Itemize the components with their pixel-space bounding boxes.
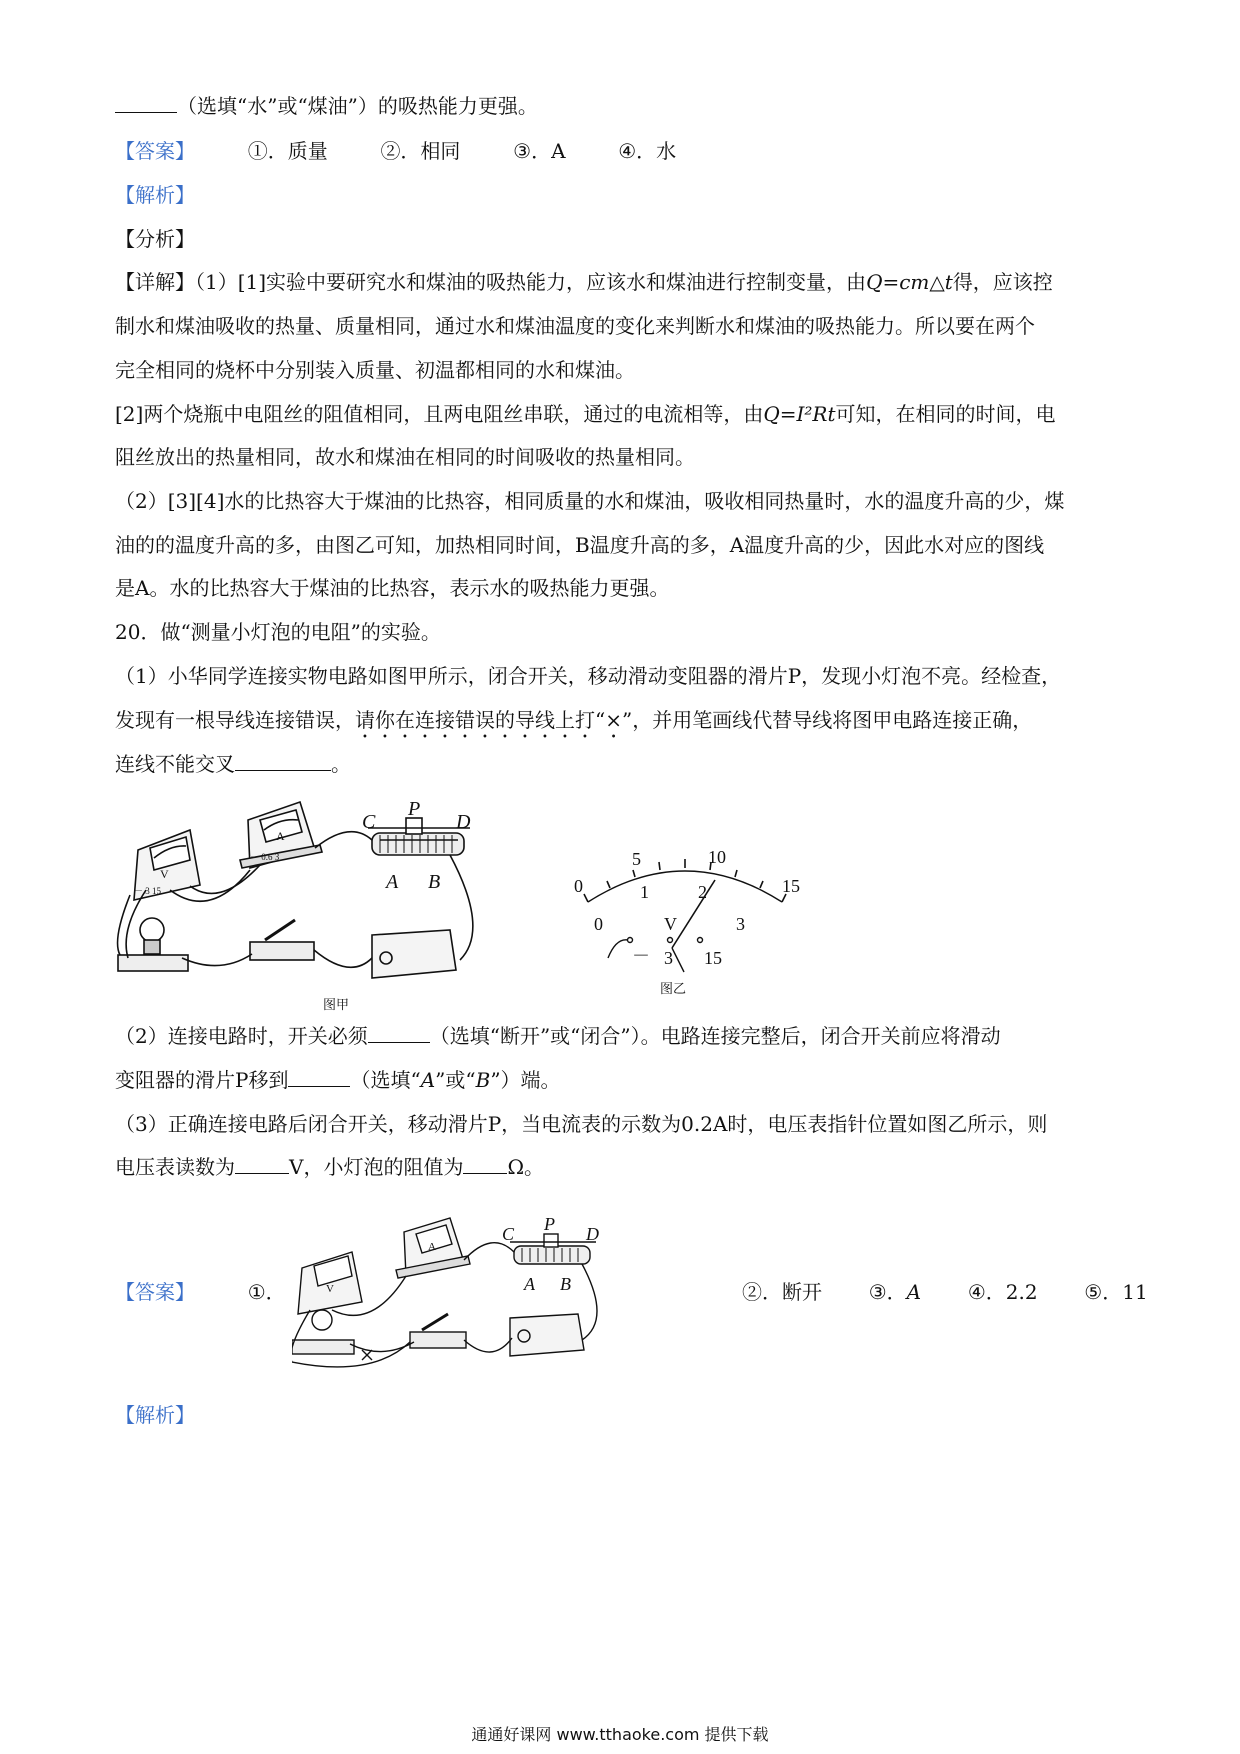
para-1c: 完全相同的烧杯中分别装入质量、初温都相同的水和煤油。 <box>115 358 635 382</box>
para-1a <box>115 270 1053 294</box>
text: ，并用笔画线代替导线将图甲电路连接正确， <box>632 708 1033 732</box>
answer-1 <box>115 139 676 163</box>
label-C: C <box>362 811 376 833</box>
q1-line-c <box>115 752 351 776</box>
text: （选填“水”或“煤油”）的吸热能力更强。 <box>177 94 538 118</box>
formula: Q=cm△t <box>866 270 953 294</box>
label-B: B <box>428 871 441 893</box>
q2-line-a <box>115 1024 1001 1048</box>
unit-label: V <box>664 914 677 934</box>
label-B: B <box>560 1274 571 1294</box>
upper-tick: 5 <box>632 849 641 869</box>
label-A: A <box>524 1274 535 1294</box>
upper-tick: 10 <box>708 847 726 867</box>
text: 。 <box>331 752 351 776</box>
blank <box>288 1068 350 1087</box>
lower-tick: 3 <box>736 914 745 934</box>
voltmeter-label: V <box>160 867 169 881</box>
answer-tag: 【答案】 <box>115 1280 195 1304</box>
label-P: P <box>408 798 421 820</box>
text: ”或“ <box>435 1068 476 1092</box>
terminal-label: 15 <box>704 948 722 968</box>
formula: Q=I²Rt <box>763 402 836 426</box>
text: 发现有一根导线连接错误， <box>115 708 355 732</box>
option-b: B <box>475 1068 491 1092</box>
answer-item: ③．A <box>513 139 566 163</box>
answer-item: ③． <box>868 1280 907 1304</box>
fenxi-tag: 【分析】 <box>115 227 195 251</box>
blank <box>368 1024 430 1043</box>
ammeter-label: A <box>428 1241 436 1253</box>
q3-line-b <box>115 1155 544 1179</box>
para-3a: （2）[3][4]水的比热容大于煤油的比热容，相同质量的水和煤油，吸收相同热量时，水的温度升高的少，煤 <box>115 489 1065 513</box>
ammeter-terminals: － 0.6 3 <box>250 852 280 862</box>
answer-item: ④．2.2 <box>967 1280 1038 1304</box>
text: [2]两个烧瓶中电阻丝的阻值相同，且两电阻丝串联，通过的电流相等，由 <box>115 402 764 426</box>
label-C: C <box>502 1224 515 1244</box>
para-3b: 油的的温度升高的多，由图乙可知，加热相同时间，B温度升高的多，A温度升高的少，因此水对应的图线 <box>115 533 1045 557</box>
para-2a <box>115 402 1056 426</box>
text: 电压表读数为 <box>115 1155 235 1179</box>
jiexi-tag-2: 【解析】 <box>115 1403 195 1427</box>
figure-jia-circuit <box>110 790 550 1000</box>
upper-tick: 0 <box>574 876 583 896</box>
xiangjie-tag: 【详解】 <box>115 270 195 294</box>
label-D: D <box>456 811 471 833</box>
option-a: A <box>420 1068 436 1092</box>
jiexi-tag: 【解析】 <box>115 183 195 207</box>
ammeter-label: A <box>276 829 285 843</box>
answer-item: ④．水 <box>618 139 677 163</box>
answer-item: ①．质量 <box>247 139 328 163</box>
terminal-label: 3 <box>664 948 673 968</box>
line-1 <box>115 94 538 118</box>
answer-2-rest <box>742 1280 1148 1304</box>
text: （1）[1]实验中要研究水和煤油的吸热能力，应该水和煤油进行控制变量，由 <box>195 270 867 294</box>
q2-line-b <box>115 1068 561 1092</box>
blank <box>115 94 177 113</box>
blank <box>463 1155 507 1174</box>
label-P: P <box>544 1214 555 1234</box>
lower-tick: 1 <box>640 882 649 902</box>
answer-item: ⑤．11 <box>1084 1280 1148 1304</box>
figure-yi-voltmeter <box>560 830 810 990</box>
text: 连线不能交叉 <box>115 752 235 776</box>
text: Ω。 <box>507 1155 545 1179</box>
text: 变阻器的滑片P移到 <box>115 1068 289 1092</box>
page-footer: 通通好课网 www.tthaoke.com 提供下载 <box>471 1725 769 1744</box>
blank <box>235 1155 289 1174</box>
label-D: D <box>586 1224 599 1244</box>
text: 得，应该控 <box>952 270 1053 294</box>
text: （选填“ <box>350 1068 421 1092</box>
answer-2 <box>115 1280 286 1304</box>
figure-jia-caption: 图甲 <box>323 998 350 1013</box>
figure-yi-caption: 图乙 <box>660 982 687 997</box>
question-20: 20．做“测量小灯泡的电阻”的实验。 <box>115 620 441 644</box>
voltmeter-terminals: － 3 15 <box>134 886 162 896</box>
text: （2）连接电路时，开关必须 <box>115 1024 368 1048</box>
text: ”）端。 <box>490 1068 561 1092</box>
answer-tag: 【答案】 <box>115 139 195 163</box>
q3-line-a: （3）正确连接电路后闭合开关，移动滑片P，当电流表的示数为0.2A时，电压表指针位置如图乙所示，则 <box>115 1112 1048 1136</box>
para-2b: 阻丝放出的热量相同，故水和煤油在相同的时间吸收的热量相同。 <box>115 445 695 469</box>
upper-tick: 15 <box>782 876 800 896</box>
label-A: A <box>386 871 399 893</box>
para-1b: 制水和煤油吸收的热量、质量相同，通过水和煤油温度的变化来判断水和煤油的吸热能力。所以要在两个 <box>115 314 1035 338</box>
text: 可知，在相同的时间，电 <box>835 402 1056 426</box>
answer-item-letter: A <box>906 1280 922 1304</box>
answer-item: ②．相同 <box>380 139 461 163</box>
emphasis-text: 请你在连接错误的导线上打“×” <box>355 708 633 732</box>
text: （选填“断开”或“闭合”）。电路连接完整后，闭合开关前应将滑动 <box>429 1024 1001 1048</box>
voltmeter-label: V <box>326 1283 334 1295</box>
blank <box>235 752 331 771</box>
lower-tick: 0 <box>594 914 603 934</box>
terminal-label: － <box>632 946 650 966</box>
lower-tick: 2 <box>698 882 707 902</box>
text: V，小灯泡的阻值为 <box>289 1155 464 1179</box>
q1-line-b <box>115 708 1032 743</box>
answer-item: ②．断开 <box>742 1280 822 1304</box>
q1-line-a: （1）小华同学连接实物电路如图甲所示，闭合开关，移动滑动变阻器的滑片P，发现小灯泡不亮。经检查， <box>115 664 1062 688</box>
para-3c: 是A。水的比热容大于煤油的比热容，表示水的吸热能力更强。 <box>115 576 670 600</box>
answer-item: ①． <box>247 1280 286 1304</box>
figure-answer-circuit <box>292 1210 692 1378</box>
